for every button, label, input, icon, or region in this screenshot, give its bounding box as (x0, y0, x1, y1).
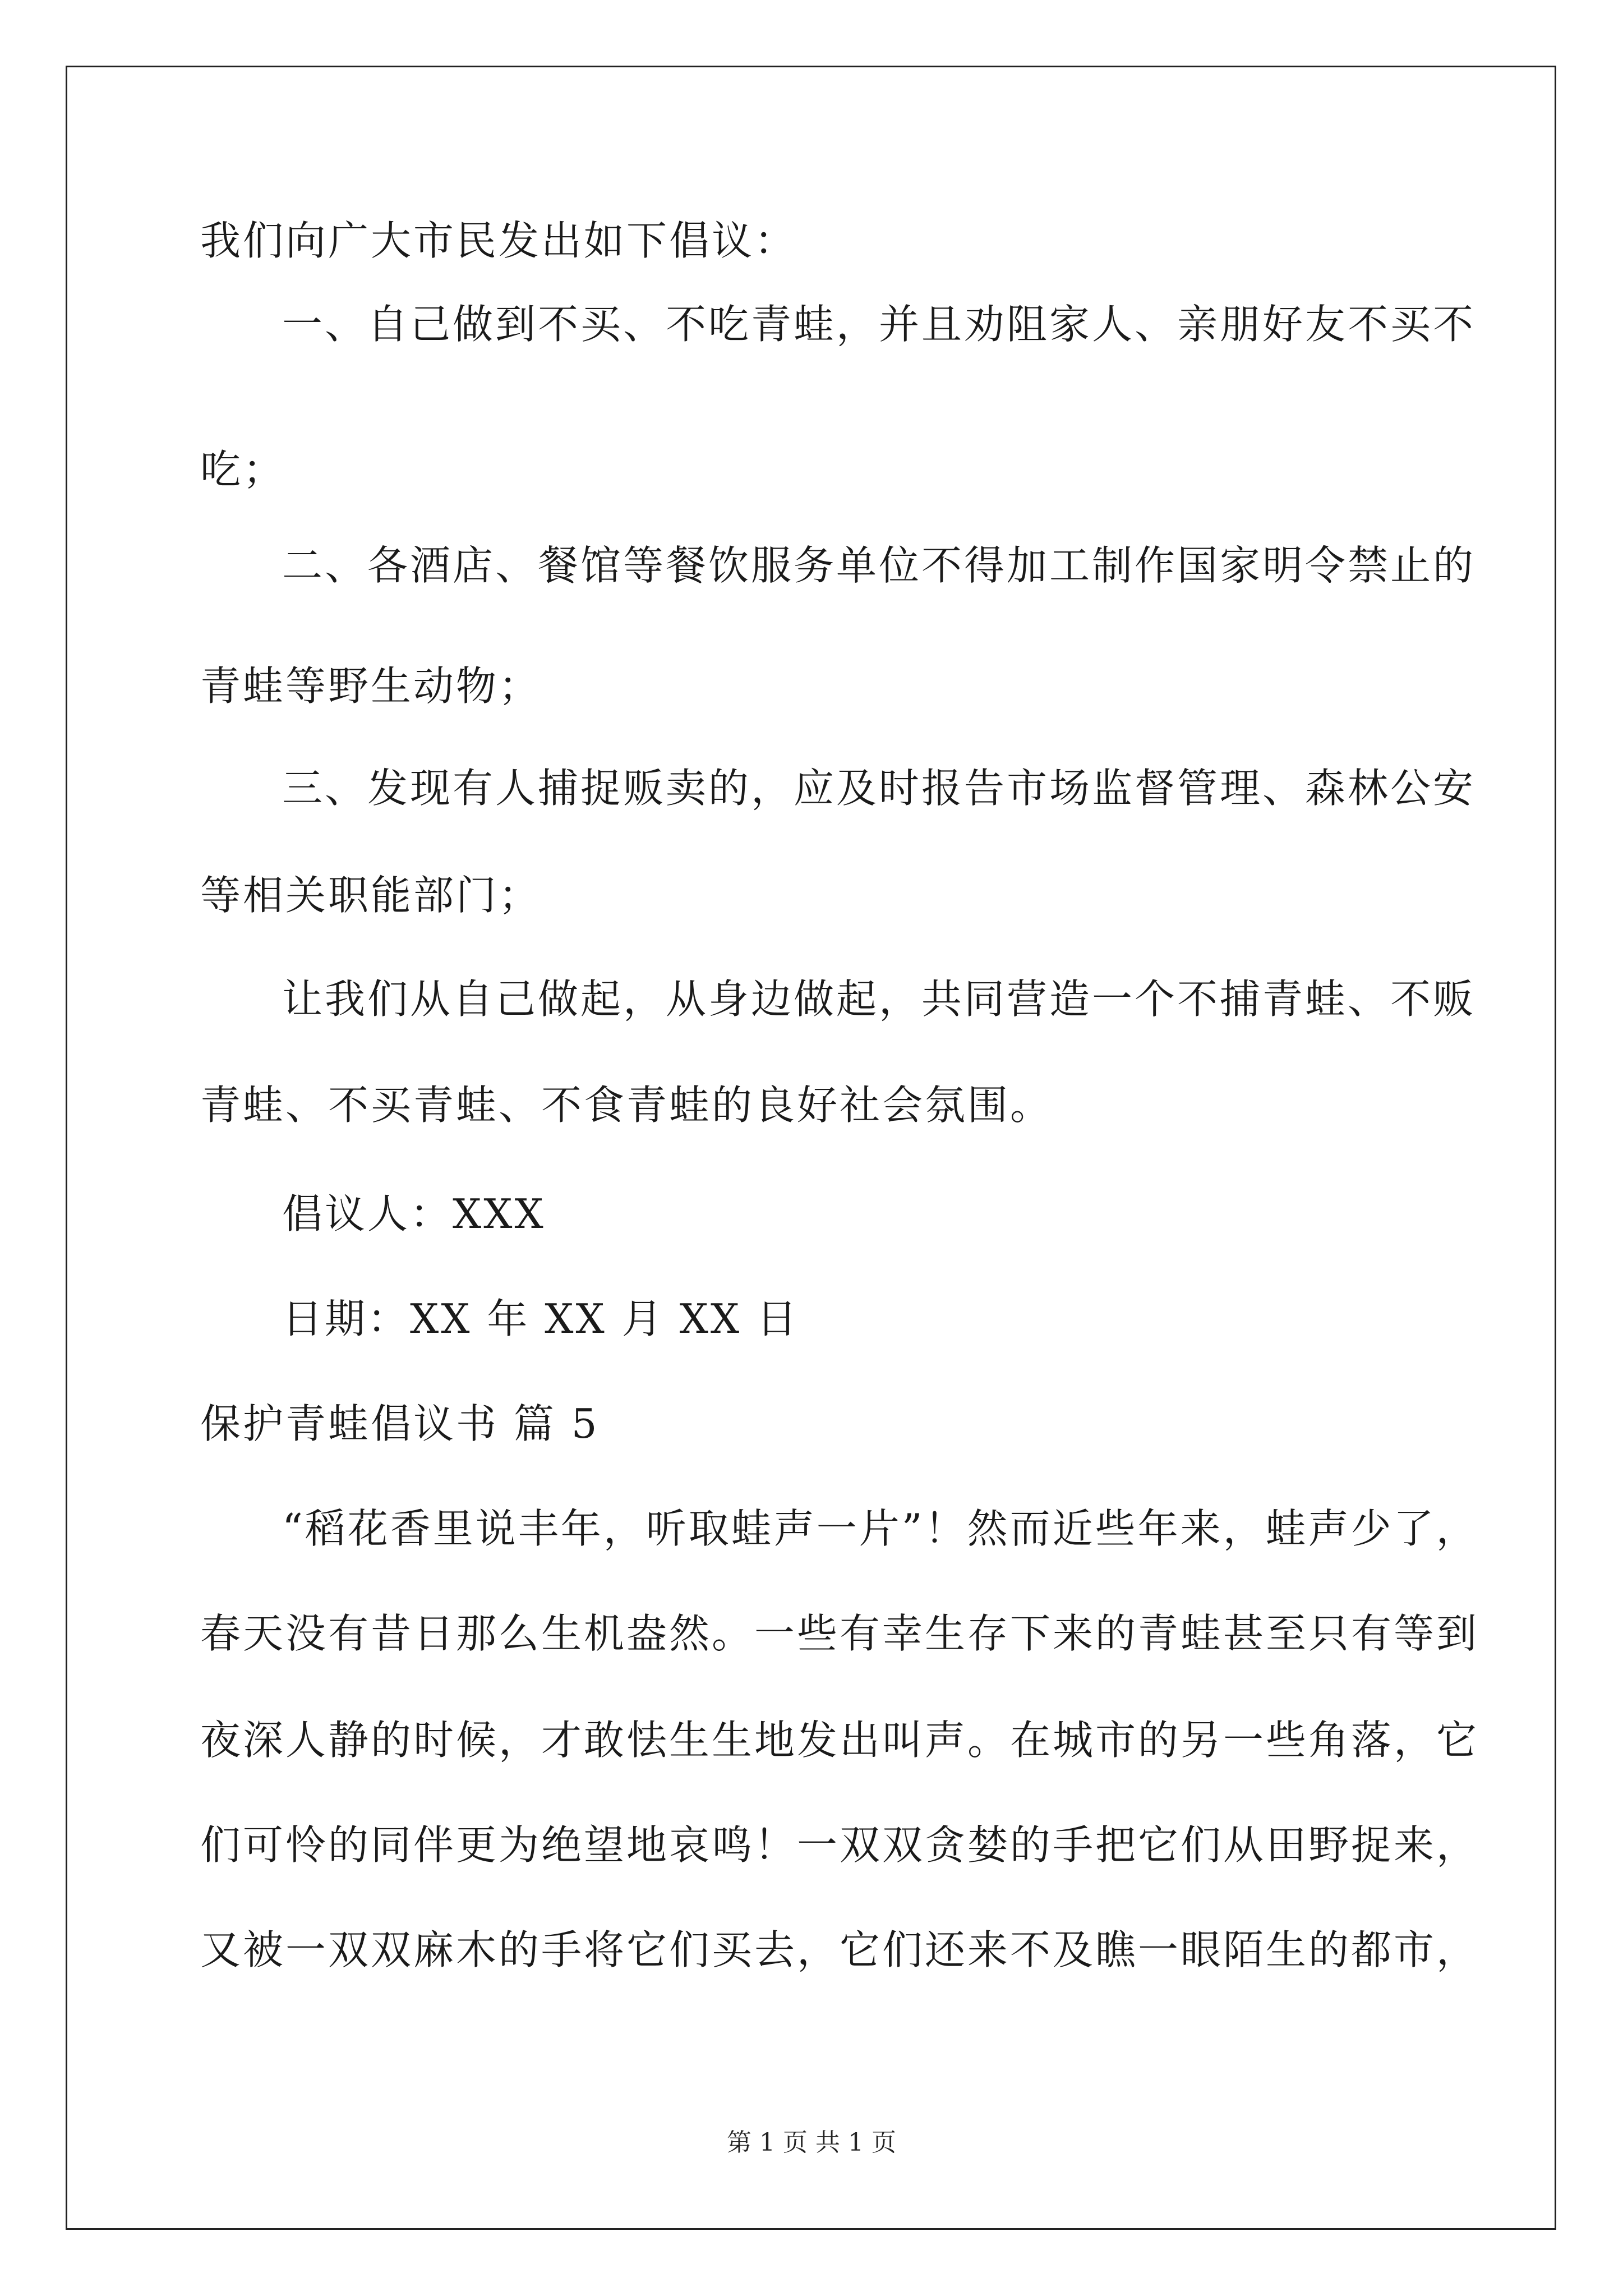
text-line: 又被一双双麻木的手将它们买去，它们还来不及瞧一眼陌生的都市， (200, 1926, 1479, 1973)
text-line: 二、各酒店、餐馆等餐饮服务单位不得加工制作国家明令禁止的 (282, 542, 1476, 589)
text-line: 们可怜的同伴更为绝望地哀鸣！一双双贪婪的手把它们从田野捉来， (200, 1821, 1479, 1869)
text-line: “稻花香里说丰年，听取蛙声一片”！然而近些年来，蛙声少了， (282, 1505, 1479, 1552)
text-line: 三、发现有人捕捉贩卖的，应及时报告市场监督管理、森林公安 (282, 765, 1476, 812)
text-line: 等相关职能部门； (200, 872, 542, 919)
text-line: 倡议人：XXX (282, 1190, 546, 1237)
text-line: 日期：XX 年 XX 月 XX 日 (282, 1295, 799, 1342)
text-line: 春天没有昔日那么生机盎然。一些有幸生存下来的青蛙甚至只有等到 (200, 1610, 1479, 1657)
text-line: 吃； (200, 446, 286, 493)
text-line: 我们向广大市民发出如下倡议： (200, 217, 797, 264)
page-border (66, 66, 1556, 2230)
page-number: 第 1 页 共 1 页 (727, 2128, 896, 2157)
text-line: 让我们从自己做起，从身边做起，共同营造一个不捕青蛙、不贩 (282, 976, 1476, 1023)
text-line: 夜深人静的时候，才敢怯生生地发出叫声。在城市的另一些角落，它 (200, 1717, 1479, 1764)
text-line: 一、自己做到不买、不吃青蛙，并且劝阻家人、亲朋好友不买不 (282, 301, 1476, 348)
text-line: 青蛙、不买青蛙、不食青蛙的良好社会氛围。 (200, 1082, 1053, 1129)
text-line: 青蛙等野生动物； (200, 662, 542, 710)
section-heading: 保护青蛙倡议书 篇 5 (200, 1400, 600, 1447)
